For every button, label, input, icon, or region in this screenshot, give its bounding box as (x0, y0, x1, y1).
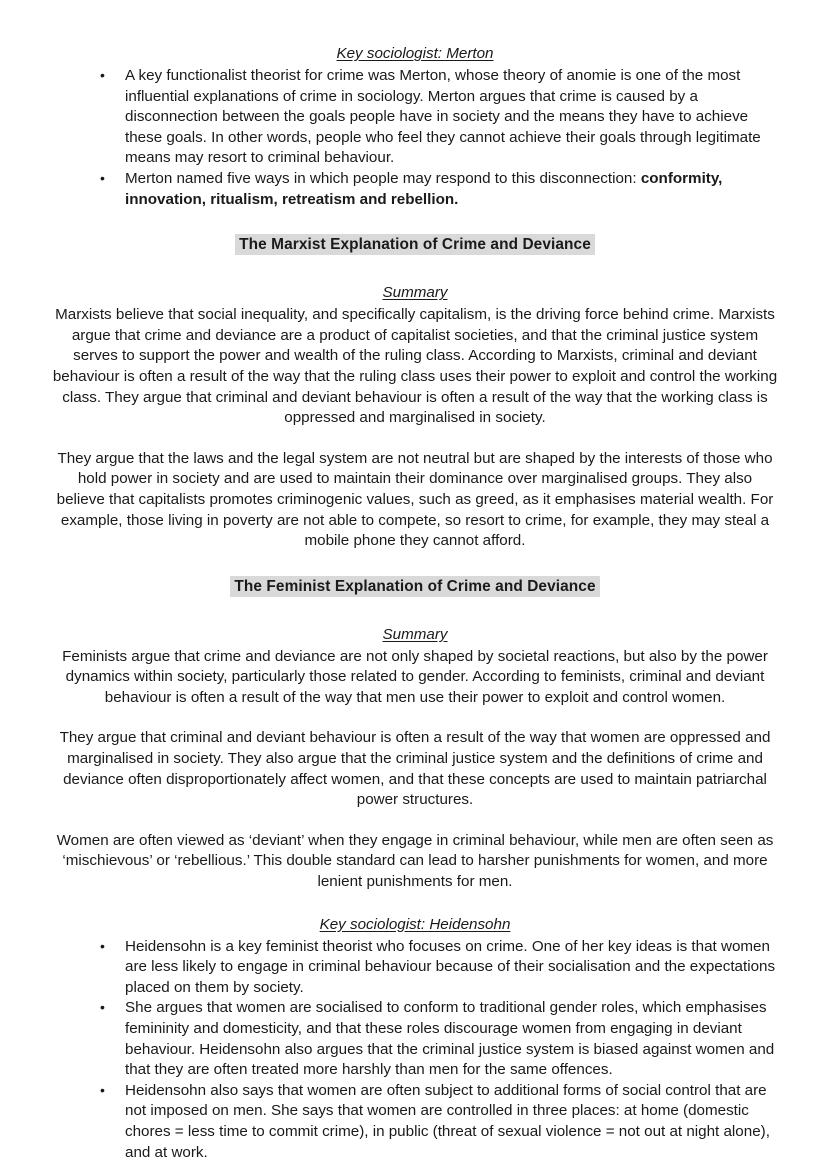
section-heading-feminist-wrap (52, 575, 778, 598)
section-heading-marxist-wrap (52, 233, 778, 256)
subheading-marxist-summary-label: Summary (382, 284, 448, 302)
document-content (52, 44, 778, 1163)
paragraph: Women are often viewed as ‘deviant’ when they engage in criminal behaviour, while men are often seen as ‘mischievous’ or ‘rebellious.’ This double standard can lead to harsher punishments for women, and more lenient punishments for men. (56, 831, 774, 891)
subheading-merton (52, 44, 778, 64)
paragraph: Marxists believe that social inequality, and specifically capitalism, is the driving force behind crime. Marxists argue that crime and deviance are a product of capitalist societies, and that the criminal justice system serves to support the power and wealth of the ruling class. According to Marxists, criminal and deviant behaviour is often a result of the way that the ruling class uses their power to exploit and control the working class. They argue that criminal and deviant behaviour is often a result of the way that the working class is oppressed and marginalised in society. (52, 306, 778, 427)
list-item (52, 169, 778, 210)
list-item-text: Heidensohn is a key feminist theorist who focuses on crime. One of her key ideas is that women are less likely to engage in criminal behaviour because of their socialisation and the expectations placed on them by society. (125, 937, 776, 996)
bullet-list-heidensohn (52, 937, 778, 1164)
list-item (52, 937, 778, 999)
list-item-bold-text: conformity, innovation, ritualism, retreatism and rebellion. (125, 169, 723, 208)
subheading-heidensohn-label: Key sociologist: Heidensohn (319, 915, 511, 933)
spacer (52, 598, 778, 625)
bullet-list-merton (52, 66, 778, 210)
spacer (52, 893, 778, 915)
list-item (52, 998, 778, 1080)
list-item (52, 66, 778, 169)
paragraph: Feminists argue that crime and deviance are not only shaped by societal reactions, but also by the power dynamics within society, particularly those related to gender. According to feminists, criminal and deviant behaviour is often a result of the way that men use their power to exploit and control women. (62, 647, 768, 706)
list-item-text: A key functionalist theorist for crime was Merton, whose theory of anomie is one of the most influential explanations of crime in sociology. Merton argues that crime is caused by a disconnection between the goals people have in society and the means they have to achieve these goals. In other words, people who feel they cannot achieve their goals through legitimate means may resort to criminal behaviour. (125, 67, 761, 167)
list-item-text: Heidensohn also says that women are often subject to additional forms of social control that are not imposed on men. She says that women are controlled in three places: at home (domestic chores = less time to commit crime), in public (threat of sexual violence = not out at night alone), and at work. (125, 1081, 770, 1161)
list-item (52, 1081, 778, 1163)
subheading-marxist-summary (52, 283, 778, 303)
subheading-heidensohn (52, 915, 778, 935)
subheading-merton-label: Key sociologist: Merton (336, 45, 494, 62)
section-heading-feminist: The Feminist Explanation of Crime and Deviance (230, 576, 599, 597)
paragraph: They argue that criminal and deviant behaviour is often a result of the way that women are oppressed and marginalised in society. They also argue that the criminal justice system and the definitions of crime and deviance often disproportionately affect women, and that these concepts are used to maintain patriarchal power structures. (59, 729, 771, 809)
subheading-feminist-summary-label: Summary (382, 625, 448, 643)
paragraph: They argue that the laws and the legal system are not neutral but are shaped by the interests of those who hold power in society and are used to maintain their dominance over marginalised groups. They also believe that capitalists promotes criminogenic values, such as greed, as it emphasises material wealth. For example, those living in poverty are not able to compete, so resort to crime, for example, they may steal a mobile phone they cannot afford. (56, 449, 774, 550)
section-heading-marxist: The Marxist Explanation of Crime and Deviance (235, 234, 595, 255)
subheading-feminist-summary (52, 625, 778, 645)
list-item-text: Merton named five ways in which people may respond to this disconnection: (125, 169, 641, 187)
spacer (52, 256, 778, 283)
list-item-text: She argues that women are socialised to conform to traditional gender roles, which emphasises femininity and domesticity, and that these roles discourage women from engaging in deviant behaviour. Heidensohn also argues that the criminal justice system is biased against women and that they are often treated more harshly than men for the same offences. (125, 999, 775, 1079)
